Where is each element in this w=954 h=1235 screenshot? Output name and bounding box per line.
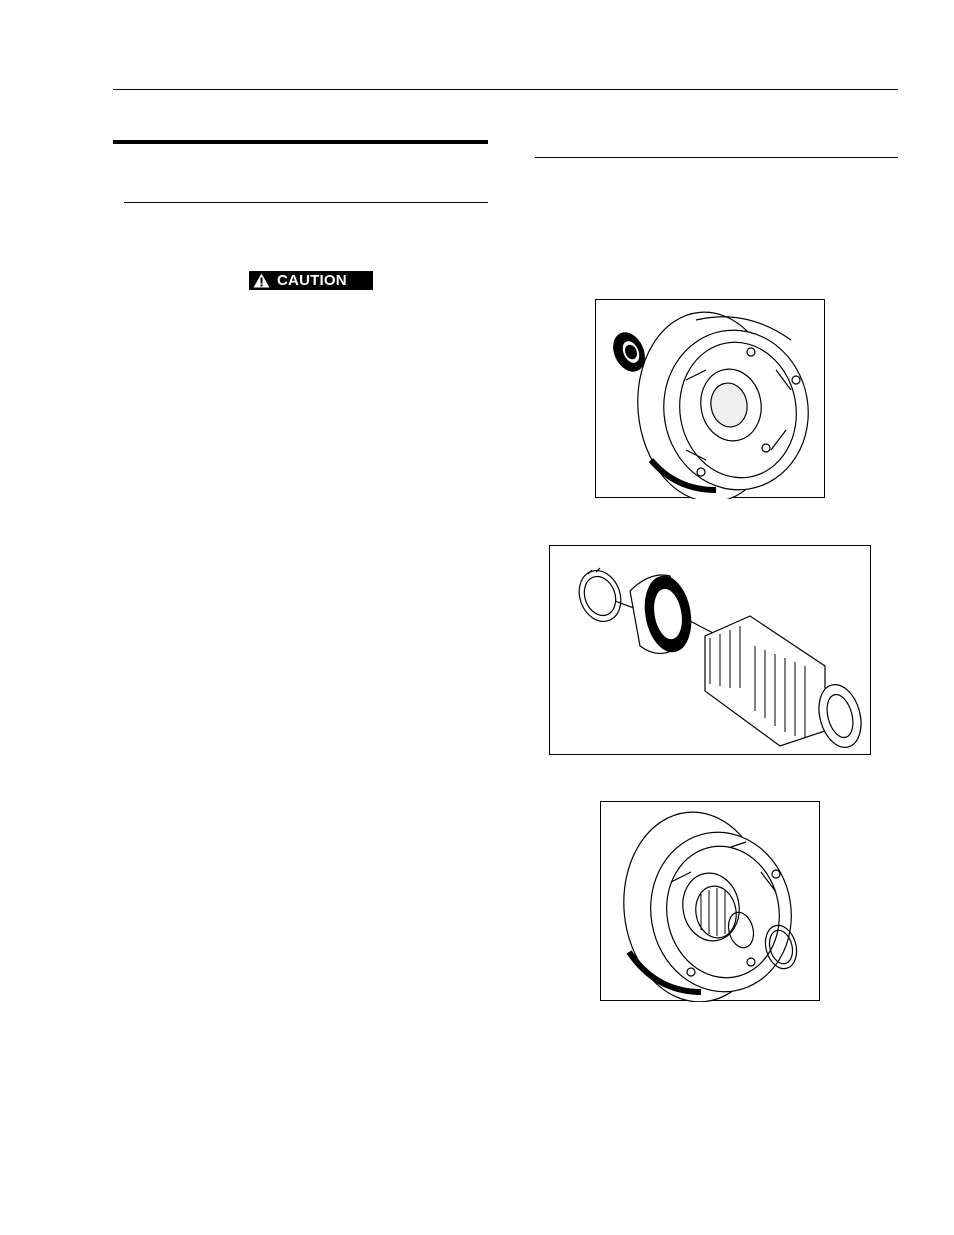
figure-shaft-bearing (549, 545, 871, 755)
header-rule (113, 89, 898, 90)
shaft-bearing-snap-ring-exploded-illustration (550, 546, 872, 756)
figure-housing-seal (595, 299, 825, 498)
section-heading-rule (113, 140, 488, 144)
caution-badge (249, 271, 373, 290)
right-column-rule (535, 157, 898, 158)
housing-with-shaft-and-snap-ring-illustration (601, 802, 821, 1002)
caution-label: CAUTION (277, 272, 347, 289)
subsection-rule (124, 202, 488, 203)
housing-with-seal-exploded-illustration (596, 300, 826, 499)
warning-triangle-icon (253, 273, 270, 288)
figure-housing-assembly (600, 801, 820, 1001)
